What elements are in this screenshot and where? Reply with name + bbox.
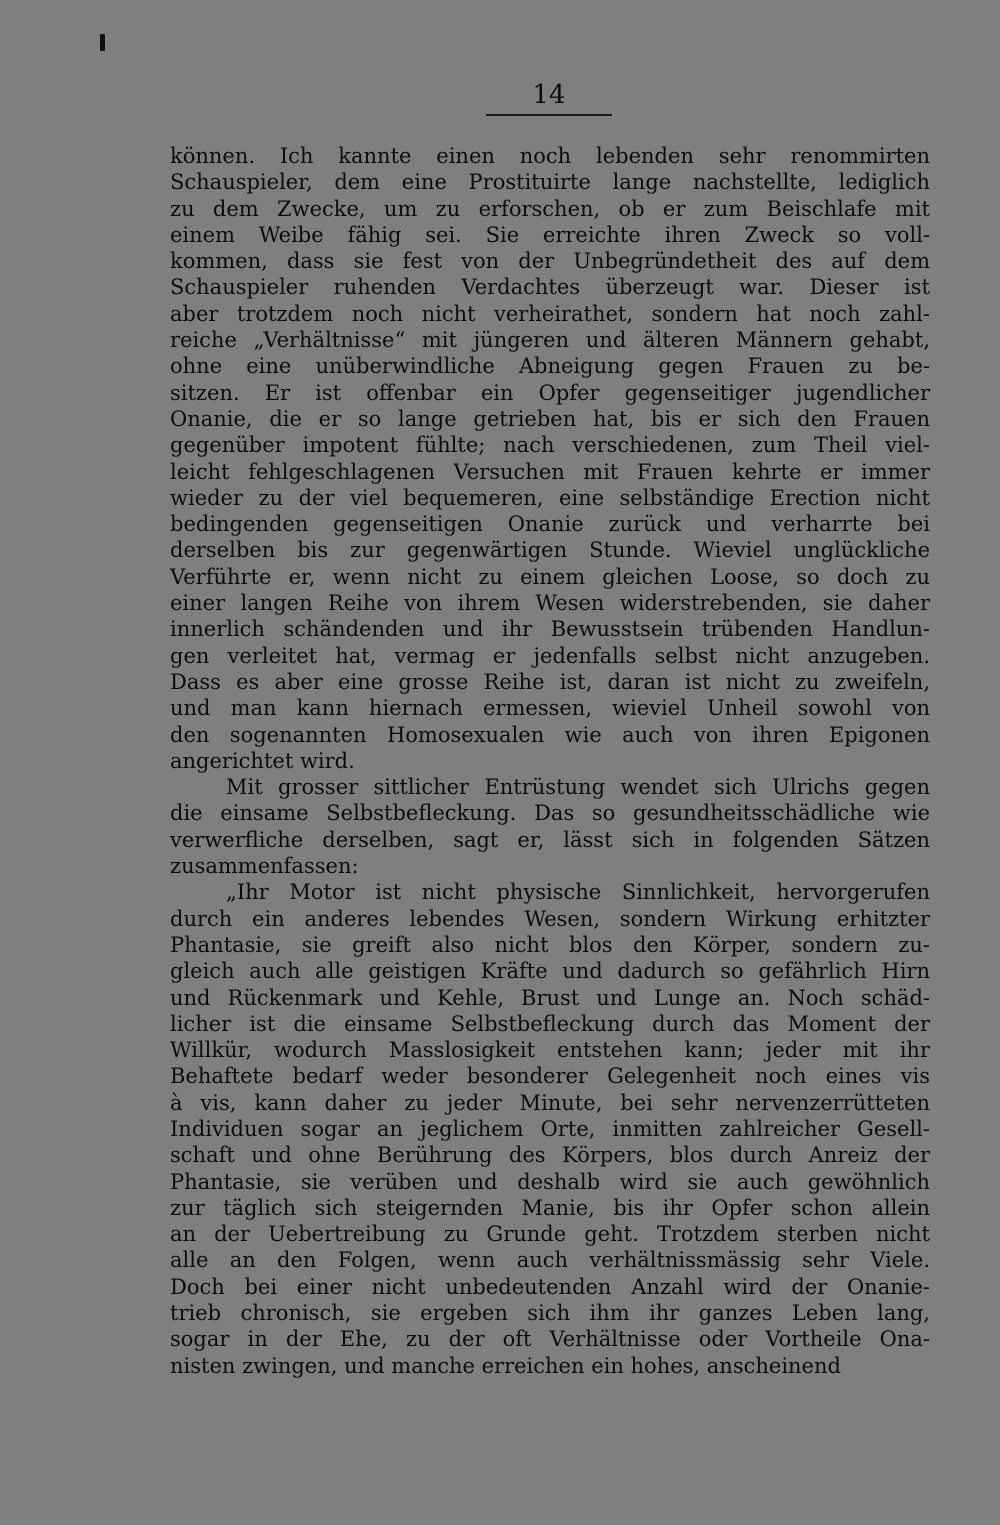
text-line: „Ihr Motor ist nicht physische Sinnlichkeit, hervorgerufen (226, 880, 930, 905)
text-line: derselben bis zur gegenwärtigen Stunde. Wieviel unglückliche (170, 538, 930, 563)
text-line: Schauspieler ruhenden Verdachtes überzeugt war. Dieser ist (170, 275, 930, 300)
text-line: zur täglich sich steigernden Manie, bis ihr Opfer schon allein (170, 1195, 930, 1220)
text-line: kommen, dass sie fest von der Unbegründetheit des auf dem (170, 249, 930, 274)
page-number-rule (486, 114, 612, 116)
text-line: Willkür, wodurch Masslosigkeit entstehen kann; jeder mit ihr (170, 1038, 930, 1063)
text-line: angerichtet wird. (170, 748, 355, 773)
text-line: leicht fehlgeschlagenen Versuchen mit Frauen kehrte er immer (170, 459, 930, 484)
text-line: Behaftete bedarf weder besonderer Gelegenheit noch eines vis (170, 1064, 930, 1089)
text-line: verwerfliche derselben, sagt er, lässt sich in folgenden Sätzen (170, 827, 930, 852)
scan-artifact-mark (100, 34, 105, 51)
text-line: Mit grosser sittlicher Entrüstung wendet sich Ulrichs gegen (226, 775, 930, 800)
text-line: alle an den Folgen, wenn auch verhältnissmässig sehr Viele. (170, 1248, 930, 1273)
text-line: den sogenannten Homosexualen wie auch von ihren Epigonen (170, 722, 930, 747)
text-line: wieder zu der viel bequemeren, eine selbständige Erection nicht (170, 485, 930, 510)
text-line: und man kann hiernach ermessen, wieviel Unheil sowohl von (170, 696, 930, 721)
text-line: Phantasie, sie verüben und deshalb wird sie auch gewöhnlich (170, 1169, 930, 1194)
text-line: sogar in der Ehe, zu der oft Verhältnisse oder Vortheile Ona- (170, 1327, 930, 1352)
text-line: zusammenfassen: (170, 854, 359, 879)
text-line: Phantasie, sie greift also nicht blos den Körper, sondern zu- (170, 932, 930, 957)
text-line: trieb chronisch, sie ergeben sich ihm ihr ganzes Leben lang, (170, 1301, 930, 1326)
text-line: gegenüber impotent fühlte; nach verschiedenen, zum Theil viel- (170, 433, 930, 458)
text-line: zu dem Zwecke, um zu erforschen, ob er zum Beischlafe mit (170, 196, 930, 221)
text-line: durch ein anderes lebendes Wesen, sondern Wirkung erhitzter (170, 906, 930, 931)
text-line: ohne eine unüberwindliche Abneigung gegen Frauen zu be- (170, 354, 930, 379)
text-line: an der Uebertreibung zu Grunde geht. Trotzdem sterben nicht (170, 1222, 930, 1247)
text-line: gleich auch alle geistigen Kräfte und dadurch so gefährlich Hirn (170, 959, 930, 984)
text-line: Dass es aber eine grosse Reihe ist, daran ist nicht zu zweifeln, (170, 669, 930, 694)
text-line: Doch bei einer nicht unbedeutenden Anzahl wird der Onanie- (170, 1274, 930, 1299)
text-line: einer langen Reihe von ihrem Wesen widerstrebenden, sie daher (170, 591, 930, 616)
text-line: die einsame Selbstbefleckung. Das so gesundheitsschädliche wie (170, 801, 930, 826)
text-line: gen verleitet hat, vermag er jedenfalls selbst nicht anzugeben. (170, 643, 930, 668)
text-line: licher ist die einsame Selbstbefleckung durch das Moment der (170, 1011, 930, 1036)
text-line: Schauspieler, dem eine Prostituirte lange nachstellte, lediglich (170, 170, 930, 195)
text-line: bedingenden gegenseitigen Onanie zurück und verharrte bei (170, 512, 930, 537)
page-number: 14 (532, 80, 566, 110)
text-line: einem Weibe fähig sei. Sie erreichte ihren Zweck so voll- (170, 222, 930, 247)
text-line: Individuen sogar an jeglichem Orte, inmitten zahlreicher Gesell- (170, 1116, 930, 1141)
text-line: können. Ich kannte einen noch lebenden sehr renommirten (170, 144, 930, 168)
text-line: reiche „Verhältnisse“ mit jüngeren und älteren Männern gehabt, (170, 328, 930, 353)
text-line: und Rückenmark und Kehle, Brust und Lunge an. Noch schäd- (170, 985, 930, 1010)
text-line: nisten zwingen, und manche erreichen ein hohes, anscheinend (170, 1353, 841, 1378)
text-line: sitzen. Er ist offenbar ein Opfer gegenseitiger jugendlicher (170, 380, 930, 405)
text-line: innerlich schändenden und ihr Bewusstsein trübenden Handlun- (170, 617, 930, 642)
text-line: Verführte er, wenn nicht zu einem gleichen Loose, so doch zu (170, 564, 930, 589)
text-line: aber trotzdem noch nicht verheirathet, sondern hat noch zahl- (170, 301, 930, 326)
body-text (170, 143, 930, 1379)
text-line: à vis, kann daher zu jeder Minute, bei sehr nervenzerrütteten (170, 1090, 930, 1115)
text-line: schaft und ohne Berührung des Körpers, blos durch Anreiz der (170, 1143, 930, 1168)
text-line: Onanie, die er so lange getrieben hat, bis er sich den Frauen (170, 406, 930, 431)
